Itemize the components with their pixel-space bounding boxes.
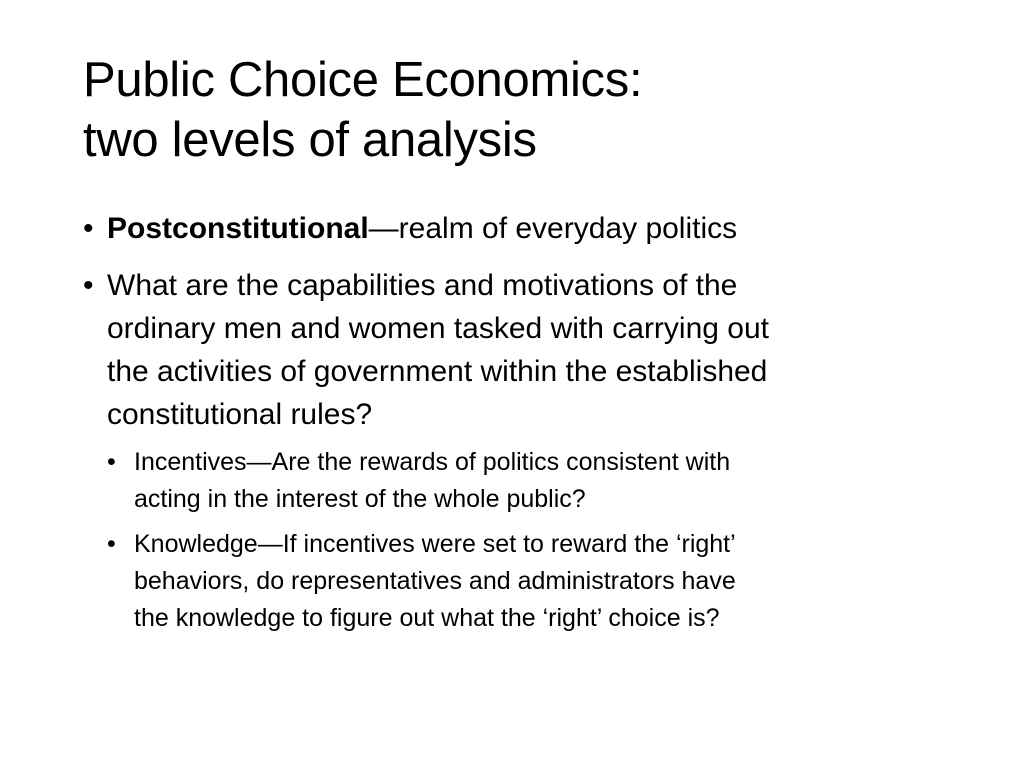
bullet-capabilities-question: [83, 264, 963, 436]
sub-bullet-line: Incentives—Are the rewards of politics consistent with: [134, 448, 731, 476]
slide-title-line-1: Public Choice Economics:: [83, 53, 643, 107]
bullet-line: ordinary men and women tasked with carrying out: [107, 312, 769, 345]
sub-bullet-line: behaviors, do representatives and administrators have: [134, 567, 736, 595]
sub-bullet-line: the knowledge to figure out what the ‘right’ choice is?: [134, 604, 720, 632]
slide-title: [83, 50, 963, 170]
sub-bullet-line: Knowledge—If incentives were set to reward the ‘right’: [134, 530, 736, 558]
sub-bullet-incentives: [107, 444, 963, 518]
bullet-line: [107, 207, 963, 250]
sub-bullet-knowledge: [107, 526, 963, 637]
bullet-dot: •: [83, 212, 94, 245]
sub-bullet-dot: •: [107, 448, 116, 476]
bullet-text: —realm of everyday politics: [368, 212, 738, 245]
bullet-postconstitutional: [83, 207, 963, 250]
slide-body: [83, 207, 963, 645]
slide-title-line-2: two levels of analysis: [83, 113, 537, 167]
sub-bullet-dot: •: [107, 530, 116, 558]
sub-bullet-line: acting in the interest of the whole public?: [134, 485, 586, 513]
sub-bullet-list: [107, 444, 963, 637]
bullet-line: constitutional rules?: [107, 398, 373, 431]
bullet-dot: •: [83, 269, 94, 302]
bullet-line: What are the capabilities and motivations of the: [107, 269, 738, 302]
bullet-line: the activities of government within the established: [107, 355, 768, 388]
bold-term: Postconstitutional: [107, 212, 369, 245]
